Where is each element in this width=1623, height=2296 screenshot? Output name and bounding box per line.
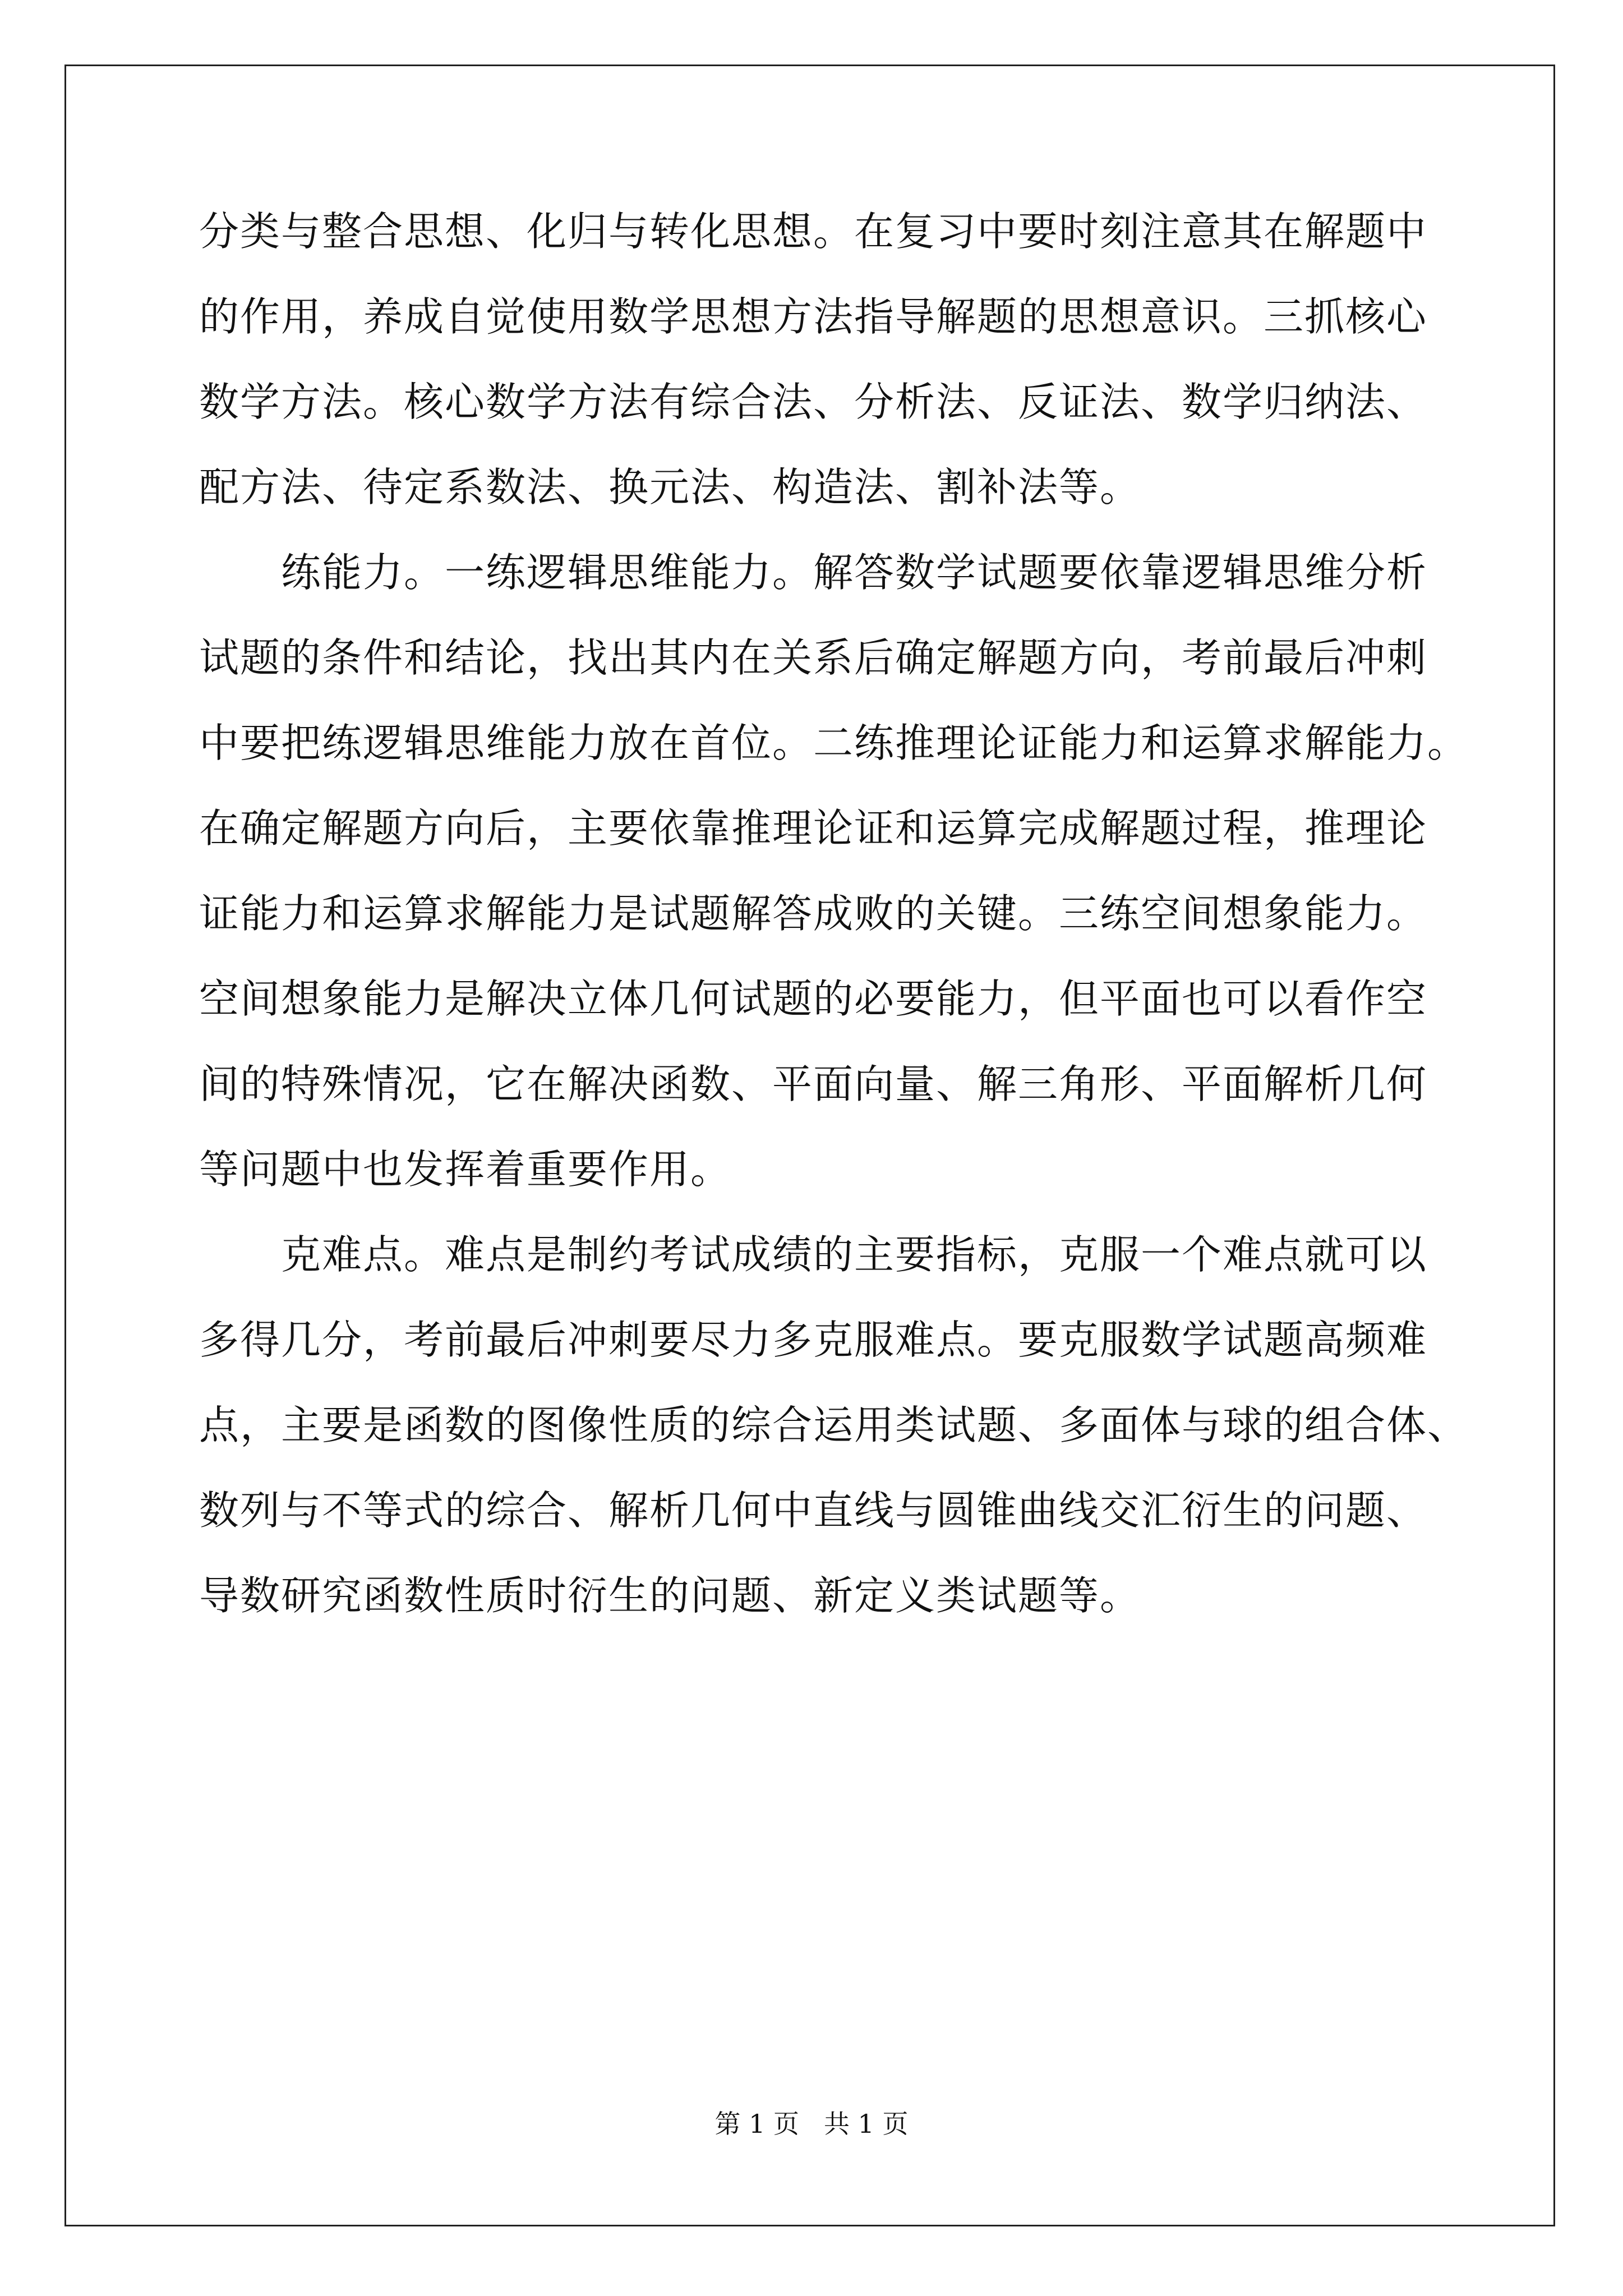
text-line: 等问题中也发挥着重要作用。 [199,1146,732,1193]
text-line: 分类与整合思想、化归与转化思想。在复习中要时刻注意其在解题中 [199,208,1428,255]
text-line: 中要把练逻辑思维能力放在首位。二练推理论证能力和运算求解能力。 [199,720,1469,766]
text-line: 间的特殊情况，它在解决函数、平面向量、解三角形、平面解析几何 [199,1061,1428,1107]
text-line: 空间想象能力是解决立体几何试题的必要能力，但平面也可以看作空 [199,976,1428,1022]
page-footer [0,2108,1623,2139]
page-number: 第 1 页 [714,2109,800,2139]
text-line: 在确定解题方向后，主要依靠推理论证和运算完成解题过程，推理论 [199,805,1428,852]
text-line: 数列与不等式的综合、解析几何中直线与圆锥曲线交汇衍生的问题、 [199,1487,1428,1534]
paragraph-1 [199,208,1467,510]
text-line: 点，主要是函数的图像性质的综合运用类试题、多面体与球的组合体、 [199,1402,1469,1448]
document-body [199,208,1469,1662]
text-line: 数学方法。核心数学方法有综合法、分析法、反证法、数学归纳法、 [199,379,1428,425]
text-line: 多得几分，考前最后冲刺要尽力多克服难点。要克服数学试题高频难 [199,1317,1428,1363]
paragraph-2 [199,549,1469,1193]
text-line: 证能力和运算求解能力是试题解答成败的关键。三练空间想象能力。 [199,890,1428,937]
paragraph-3 [199,1231,1469,1619]
text-line: 配方法、待定系数法、换元法、构造法、割补法等。 [199,464,1141,510]
text-line: 试题的条件和结论，找出其内在关系后确定解题方向，考前最后冲刺 [199,634,1428,681]
text-line: 练能力。一练逻辑思维能力。解答数学试题要依靠逻辑思维分析 [281,549,1428,596]
text-line: 克难点。难点是制约考试成绩的主要指标，克服一个难点就可以 [281,1231,1428,1278]
page-total: 共 1 页 [823,2109,909,2139]
text-line: 的作用，养成自觉使用数学思想方法指导解题的思想意识。三抓核心 [199,293,1428,340]
text-line: 导数研究函数性质时衍生的问题、新定义类试题等。 [199,1572,1141,1619]
